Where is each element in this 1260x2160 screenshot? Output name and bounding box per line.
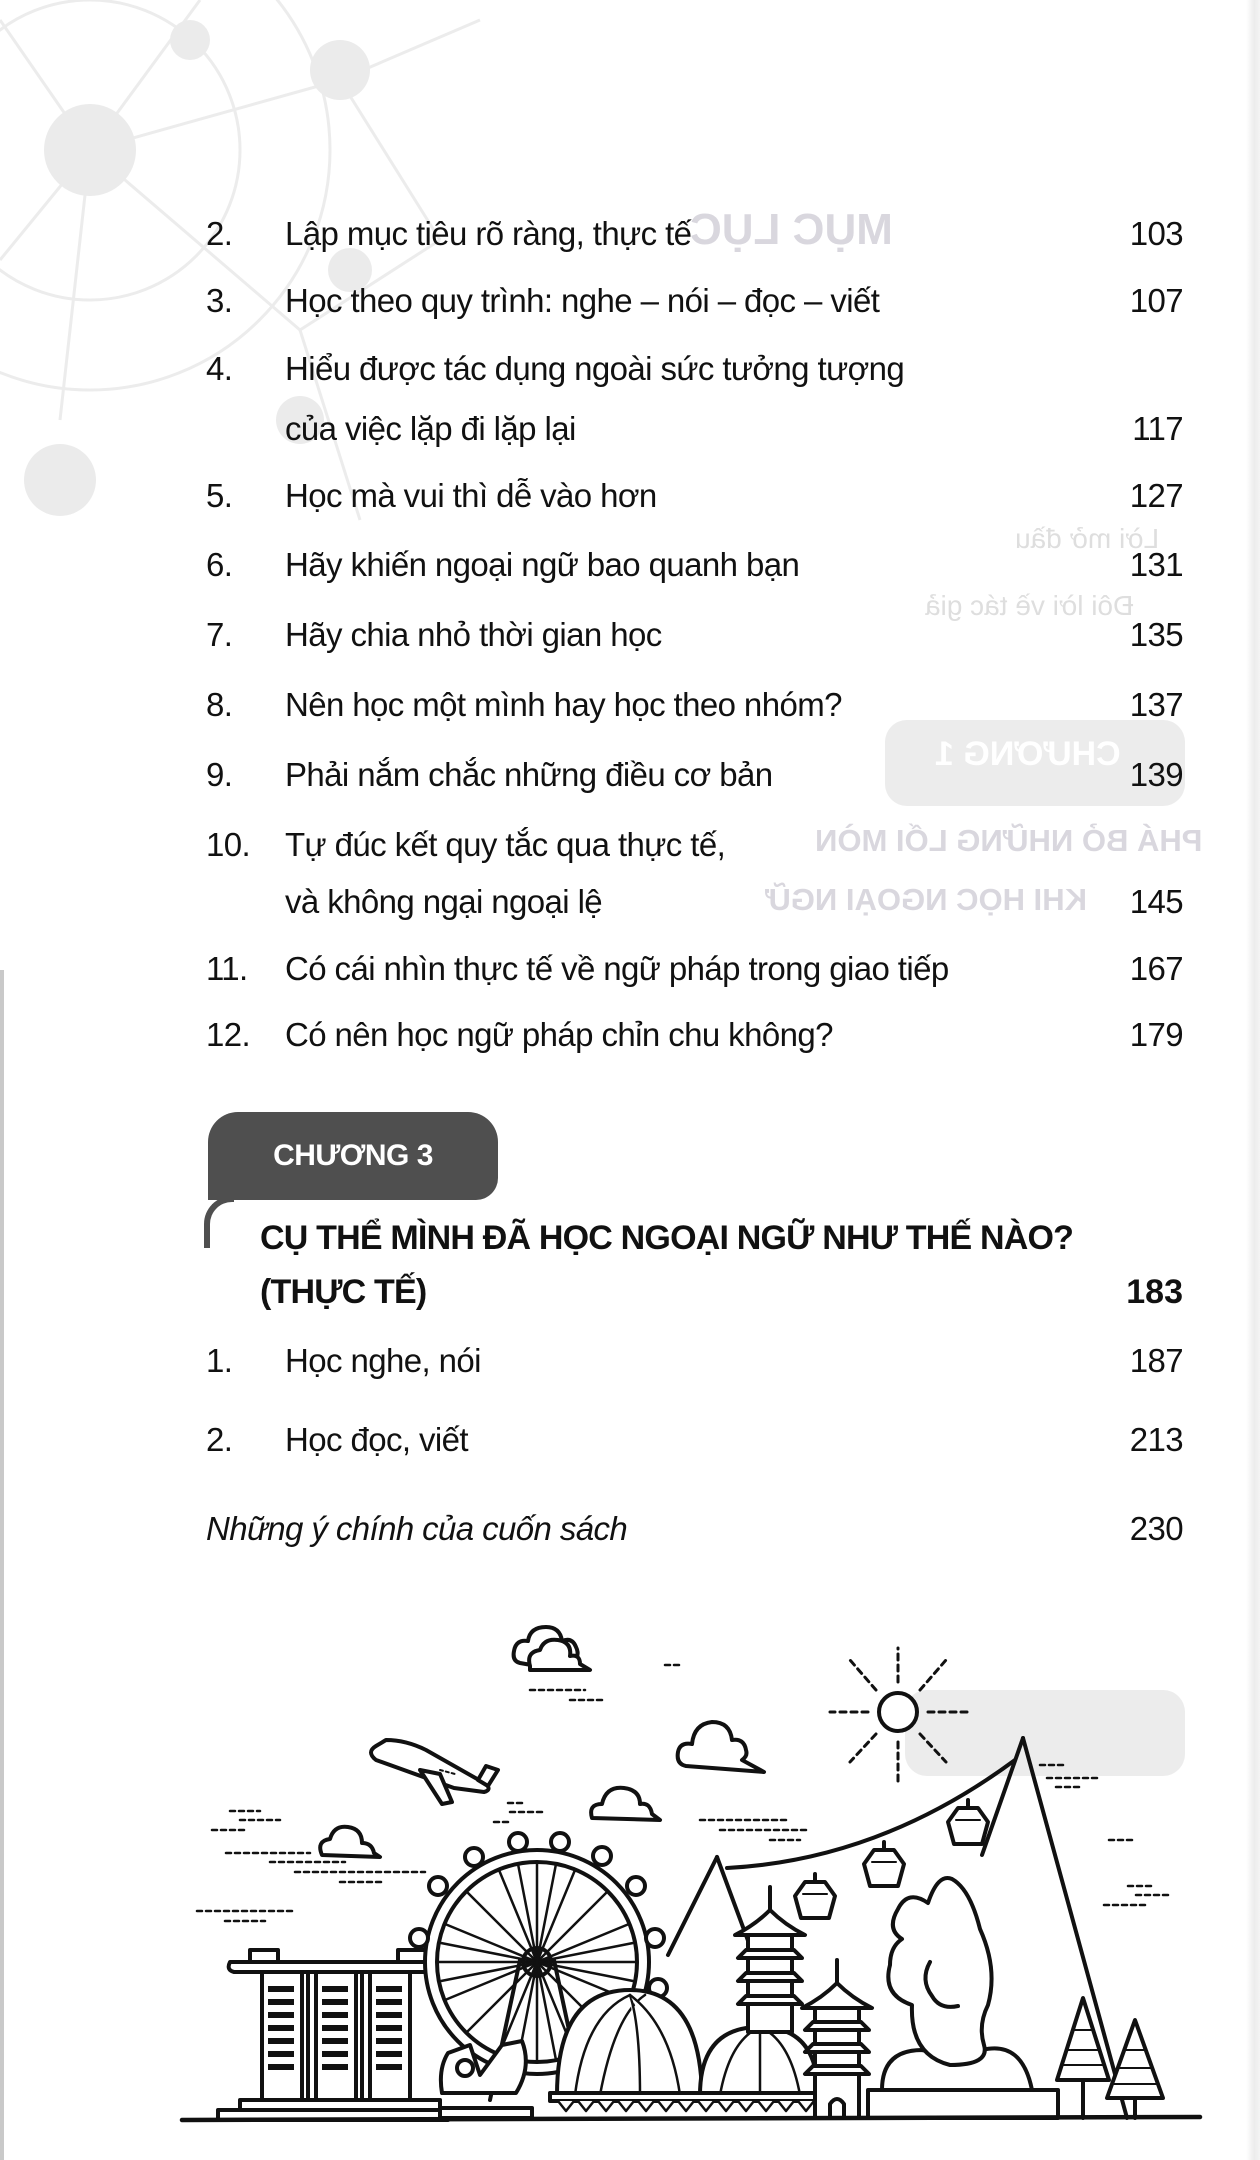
toc-entry[interactable] xyxy=(0,1418,1260,1462)
toc-entry-title: Học nghe, nói xyxy=(285,1342,481,1379)
chapter-heading-line1[interactable]: CỤ THỂ MÌNH ĐÃ HỌC NGOẠI NGỮ NHƯ THẾ NÀO? xyxy=(260,1219,1074,1257)
toc-entry[interactable] xyxy=(0,279,1260,323)
toc-entry-number: 12. xyxy=(206,1016,251,1053)
toc-entry[interactable] xyxy=(0,1339,1260,1383)
toc-entry-title: Hiểu được tác dụng ngoài sức tưởng tượng xyxy=(285,350,905,387)
toc-entry-continuation[interactable] xyxy=(0,880,1260,924)
merlion-icon xyxy=(868,1878,1058,2118)
singapore-skyline-illustration xyxy=(0,1560,1260,2160)
toc-entry-page: 187 xyxy=(1129,1342,1183,1379)
toc-entry-title: Hãy chia nhỏ thời gian học xyxy=(285,616,662,653)
toc-entry-page: 213 xyxy=(1129,1421,1183,1458)
toc-entry[interactable] xyxy=(0,823,1260,867)
toc-entry-number: 7. xyxy=(206,616,233,653)
toc-entry-title-line2: của việc lặp đi lặp lại xyxy=(285,410,576,447)
toc-entry-closing[interactable] xyxy=(0,1507,1260,1551)
toc-entry-page: 127 xyxy=(1129,477,1183,514)
marina-bay-sands-icon xyxy=(218,1950,453,2120)
toc-entry-page: 230 xyxy=(1129,1510,1183,1547)
toc-entry-title: Có nên học ngữ pháp chỉn chu không? xyxy=(285,1016,833,1053)
sun-icon xyxy=(830,1648,970,1782)
toc-entry-continuation[interactable] xyxy=(0,407,1260,451)
toc-entry-page: 179 xyxy=(1129,1016,1183,1053)
toc-entry-page: 137 xyxy=(1129,686,1183,723)
toc-entry[interactable] xyxy=(0,212,1260,256)
pagoda-icon xyxy=(735,1887,805,2032)
toc-entry-title: Học đọc, viết xyxy=(285,1421,468,1458)
ghost-watermark-title: MỤC LỤC xyxy=(690,205,893,254)
ghost-text: Lời mở đầu xyxy=(1015,523,1160,554)
toc-entry-number: 6. xyxy=(206,546,233,583)
toc-entry-title-line2: và không ngại ngoại lệ xyxy=(285,883,603,920)
toc-entry-number: 10. xyxy=(206,826,251,863)
toc-entry-number: 9. xyxy=(206,756,233,793)
chapter-badge xyxy=(208,1112,498,1200)
toc-entry[interactable] xyxy=(0,613,1260,657)
chapter-page-number: 183 xyxy=(1126,1273,1183,1311)
toc-entry-title: Tự đúc kết quy tắc qua thực tế, xyxy=(285,826,726,863)
toc-entry[interactable] xyxy=(0,474,1260,518)
toc-entry-title: Học theo quy trình: nghe – nói – đọc – viết xyxy=(285,282,880,319)
chapter-heading-line2[interactable]: (THỰC TẾ) xyxy=(260,1273,427,1311)
ghost-text: CHƯƠNG 1 xyxy=(935,735,1121,773)
toc-entry[interactable] xyxy=(0,947,1260,991)
toc-entry-number: 3. xyxy=(206,282,233,319)
toc-entry-title: Những ý chính của cuốn sách xyxy=(206,1510,628,1547)
airplane-icon xyxy=(371,1740,498,1804)
ghost-text: PHÁ BỎ NHỮNG LỐI MÒN xyxy=(815,823,1203,858)
toc-entry[interactable] xyxy=(0,683,1260,727)
toc-entry-page: 139 xyxy=(1129,756,1183,793)
toc-entry-page: 103 xyxy=(1129,215,1183,252)
wind-lines-icon xyxy=(197,1665,1172,1921)
toc-entry-title: Hãy khiến ngoại ngữ bao quanh bạn xyxy=(285,546,800,583)
chapter-badge-tail xyxy=(204,1196,234,1248)
toc-entry-number: 2. xyxy=(206,215,233,252)
toc-entry-page: 135 xyxy=(1129,616,1183,653)
toc-entry-title: Lập mục tiêu rõ ràng, thực tế xyxy=(285,215,692,252)
toc-entry-number: 8. xyxy=(206,686,233,723)
ghost-text: Đôi lời về tác giả xyxy=(925,590,1134,621)
toc-entry-title: Học mà vui thì dễ vào hơn xyxy=(285,477,657,514)
toc-entry[interactable] xyxy=(0,1013,1260,1057)
toc-entry[interactable] xyxy=(0,347,1260,391)
toc-entry-title: Phải nắm chắc những điều cơ bản xyxy=(285,756,773,793)
toc-entry-number: 2. xyxy=(206,1421,233,1458)
toc-entry[interactable] xyxy=(0,543,1260,587)
chapter-label: CHƯƠNG 3 xyxy=(273,1139,433,1172)
toc-entry-title: Có cái nhìn thực tế về ngữ pháp trong giao tiếp xyxy=(285,950,949,987)
toc-entry-number: 4. xyxy=(206,350,233,387)
toc-entry-number: 1. xyxy=(206,1342,233,1379)
toc-entry-number: 5. xyxy=(206,477,233,514)
toc-entry-number: 11. xyxy=(206,950,248,987)
toc-entry-page: 145 xyxy=(1129,883,1183,920)
toc-entry-page: 117 xyxy=(1132,410,1183,447)
toc-entry[interactable] xyxy=(0,753,1260,797)
toc-entry-page: 131 xyxy=(1129,546,1183,583)
toc-entry-page: 107 xyxy=(1129,282,1183,319)
ground-line xyxy=(182,2117,1200,2120)
toc-entry-page: 167 xyxy=(1129,950,1183,987)
toc-entry-title: Nên học một mình hay học theo nhóm? xyxy=(285,686,842,723)
ghost-text: KHI HỌC NGOẠI NGỮ xyxy=(765,882,1087,917)
